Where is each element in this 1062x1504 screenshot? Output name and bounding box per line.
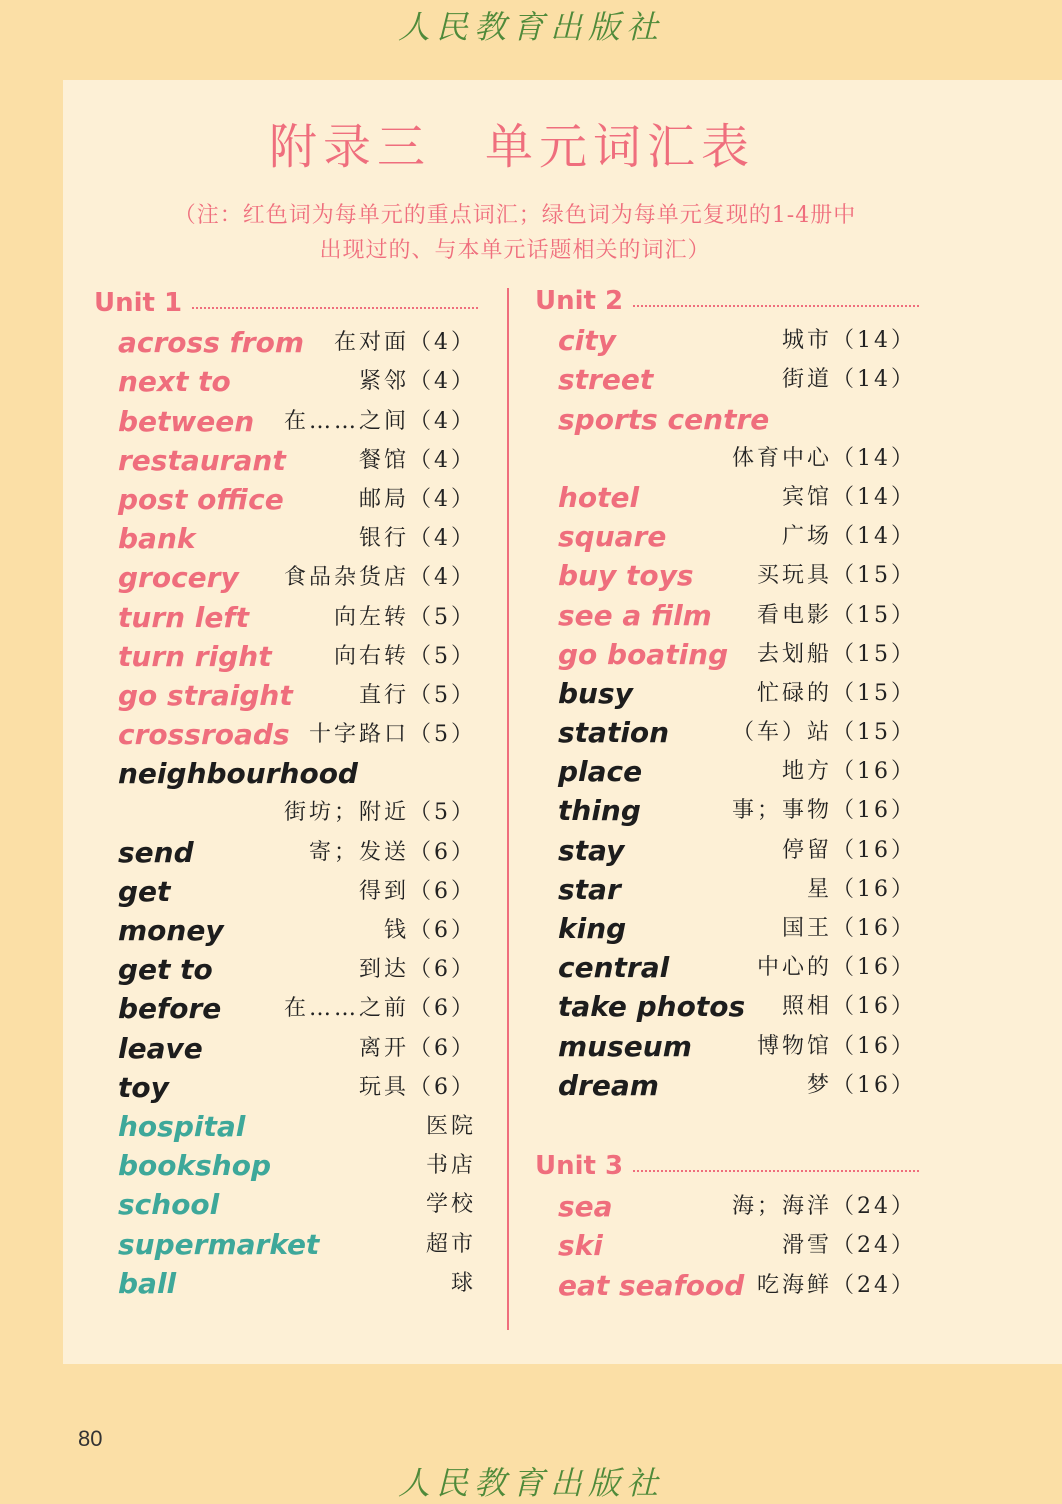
vocab-meaning: 邮局（4） <box>359 486 476 512</box>
vocab-word: see a film <box>558 598 712 632</box>
vocab-meaning: 星（16） <box>807 876 916 902</box>
unit-3-header <box>535 1147 919 1181</box>
vocab-word: leave <box>118 1031 203 1065</box>
vocab-entry <box>118 911 476 950</box>
vocab-entry <box>558 478 916 517</box>
vocab-meaning: 街坊；附近（5） <box>284 800 476 826</box>
vocab-word: star <box>558 872 621 906</box>
vocab-word: eat seafood <box>558 1268 745 1302</box>
vocab-entry <box>558 1026 916 1065</box>
vocab-entry <box>558 948 916 987</box>
vocab-word: sea <box>558 1190 613 1224</box>
vocab-word: hotel <box>558 480 640 514</box>
vocab-word: sports centre <box>558 402 770 436</box>
vocab-meaning: 学校 <box>425 1192 476 1218</box>
vocab-word: street <box>558 363 654 397</box>
vocab-word: square <box>558 520 667 554</box>
vocab-entry <box>558 713 916 752</box>
vocab-word: city <box>558 324 616 358</box>
unit-3-word-list <box>558 1187 916 1305</box>
unit-1-header <box>94 284 478 318</box>
vocab-word: go straight <box>118 678 293 712</box>
vocab-entry <box>118 480 476 519</box>
unit-3-dotted-rule <box>633 1170 919 1172</box>
vocab-meaning: 向左转（5） <box>334 604 476 630</box>
publisher-logo-top: 人民教育出版社 <box>397 8 664 46</box>
unit-2-header <box>535 282 919 316</box>
vocab-entry <box>558 321 916 360</box>
unit-1-label: Unit 1 <box>94 288 183 318</box>
vocab-word: get <box>118 874 171 908</box>
vocab-meaning: 直行（5） <box>359 682 476 708</box>
vocab-word: buy toys <box>558 559 694 593</box>
vocab-entry <box>118 989 476 1028</box>
vocab-meaning: 国王（16） <box>782 916 916 941</box>
vocab-word: grocery <box>118 561 239 595</box>
vocab-entry <box>118 558 476 597</box>
vocab-word: dream <box>558 1068 659 1102</box>
vocab-entry <box>118 401 476 440</box>
vocab-word: thing <box>558 794 641 828</box>
vocab-meaning: 在……之前（6） <box>284 996 476 1022</box>
unit-2-dotted-rule <box>633 305 919 307</box>
vocab-entry <box>118 676 476 715</box>
vocab-meaning: 银行（4） <box>359 526 476 552</box>
vocab-entry <box>558 752 916 791</box>
vocab-word: before <box>118 992 222 1026</box>
vocab-meaning: 医院 <box>425 1113 476 1139</box>
page-number: 80 <box>78 1426 103 1451</box>
vocab-word: across from <box>118 326 305 360</box>
vocab-meaning: 忙碌的（15） <box>757 680 916 706</box>
vocab-word: station <box>558 716 670 750</box>
vocab-entry <box>118 950 476 989</box>
vocab-entry <box>118 754 476 793</box>
vocab-word: next to <box>118 365 231 399</box>
vocab-entry <box>558 439 916 478</box>
vocab-entry <box>558 1265 916 1304</box>
vocab-meaning: 十字路口（5） <box>309 722 476 748</box>
vocab-word: bank <box>118 522 196 556</box>
vocab-entry <box>558 791 916 830</box>
vocab-meaning: 在对面（4） <box>334 330 476 356</box>
vocab-word: central <box>558 951 670 985</box>
vocab-meaning: 买玩具（15） <box>757 563 916 589</box>
publisher-logo-bottom: 人民教育出版社 <box>397 1464 664 1502</box>
vocab-entry <box>558 595 916 634</box>
vocab-meaning: 到达（6） <box>359 957 476 983</box>
vocab-meaning: 玩具（6） <box>359 1074 476 1100</box>
vocab-entry <box>558 1066 916 1105</box>
vocab-entry <box>118 793 476 832</box>
vocab-entry <box>558 360 916 399</box>
vocab-word: king <box>558 912 627 945</box>
vocab-entry <box>118 872 476 911</box>
vocab-entry <box>118 362 476 401</box>
vocab-meaning: 得到（6） <box>359 878 476 904</box>
vocab-meaning: 超市 <box>425 1231 476 1257</box>
vocab-meaning: 体育中心（14） <box>732 445 916 471</box>
vocab-word: toy <box>118 1070 169 1104</box>
page-title: 附录三 单元词汇表 <box>268 119 755 175</box>
vocab-entry <box>558 635 916 674</box>
vocab-word: neighbourhood <box>118 757 358 791</box>
vocab-word: bookshop <box>118 1149 272 1183</box>
vocab-entry <box>118 1028 476 1067</box>
unit-2-label: Unit 2 <box>535 286 624 316</box>
vocab-meaning: 宾馆（14） <box>782 484 916 510</box>
vocab-entry <box>118 832 476 871</box>
unit-1-dotted-rule <box>192 307 478 309</box>
vocab-word: busy <box>558 676 633 710</box>
vocab-entry <box>118 637 476 676</box>
vocab-word: turn right <box>118 639 272 673</box>
unit-1-word-list <box>118 323 476 1303</box>
vocab-word: place <box>558 755 643 789</box>
vocab-entry <box>118 1107 476 1146</box>
vocab-entry <box>558 517 916 556</box>
vocab-meaning: 书店 <box>425 1153 476 1179</box>
vocab-meaning: 去划船（15） <box>757 641 916 667</box>
vocab-meaning: 食品杂货店（4） <box>284 565 476 591</box>
vocab-meaning: 中心的（16） <box>757 955 916 981</box>
vocab-word: restaurant <box>118 443 286 477</box>
vocab-meaning: 滑雪（24） <box>782 1233 916 1259</box>
vocab-meaning: 紧邻（4） <box>359 369 476 395</box>
vocab-entry <box>118 1068 476 1107</box>
vocab-word: ball <box>118 1266 177 1300</box>
vocab-word: hospital <box>118 1109 246 1143</box>
vocab-entry <box>558 1226 916 1265</box>
vocab-word: museum <box>558 1029 692 1063</box>
vocab-meaning: 吃海鲜（24） <box>757 1272 916 1298</box>
vocab-meaning: 地方（16） <box>782 759 916 785</box>
unit-2-word-list <box>558 321 916 1105</box>
vocab-word: get to <box>118 953 213 987</box>
note-line-2: 出现过的、与本单元话题相关的词汇） <box>319 238 711 263</box>
vocab-entry <box>558 674 916 713</box>
vocab-entry <box>558 870 916 909</box>
vocab-meaning: 街道（14） <box>782 367 916 393</box>
vocab-meaning: 钱（6） <box>384 918 476 943</box>
vocab-meaning: 海；海洋（24） <box>732 1194 916 1220</box>
vocab-entry <box>118 1264 476 1303</box>
vocab-entry <box>118 1146 476 1185</box>
vocab-word: crossroads <box>118 718 290 752</box>
vocab-word: go boating <box>558 637 729 671</box>
vocab-meaning: 离开（6） <box>359 1035 476 1061</box>
vocab-word: school <box>118 1188 220 1222</box>
vocab-meaning: 照相（16） <box>782 994 916 1020</box>
vocab-meaning: 梦（16） <box>807 1072 916 1098</box>
vocab-word: stay <box>558 833 625 867</box>
unit-3-label: Unit 3 <box>535 1151 624 1181</box>
column-divider <box>507 288 509 1330</box>
vocab-word: post office <box>118 482 284 516</box>
vocab-entry <box>118 519 476 558</box>
vocab-word: supermarket <box>118 1227 320 1261</box>
vocab-entry <box>118 597 476 636</box>
vocab-meaning: 博物馆（16） <box>757 1033 916 1059</box>
vocab-entry <box>118 1185 476 1224</box>
vocab-entry <box>558 830 916 869</box>
vocab-meaning: 事；事物（16） <box>732 798 916 824</box>
vocab-entry <box>558 909 916 948</box>
vocab-entry <box>558 556 916 595</box>
vocab-entry <box>558 1187 916 1226</box>
vocab-meaning: 广场（14） <box>782 524 916 550</box>
vocab-word: take photos <box>558 990 746 1024</box>
vocab-entry <box>118 715 476 754</box>
vocab-entry <box>558 987 916 1026</box>
vocab-word: send <box>118 835 194 869</box>
vocab-meaning: 在……之间（4） <box>284 408 476 434</box>
vocab-meaning: 城市（14） <box>782 328 916 354</box>
vocab-word: ski <box>558 1229 603 1263</box>
vocab-entry <box>118 323 476 362</box>
vocab-meaning: 寄；发送（6） <box>309 839 476 865</box>
vocab-entry <box>118 441 476 480</box>
vocab-entry <box>118 1224 476 1263</box>
vocab-meaning: 停留（16） <box>782 837 916 863</box>
vocab-meaning: （车）站（15） <box>732 720 916 746</box>
vocab-word: turn left <box>118 600 249 634</box>
vocab-word: between <box>118 404 255 438</box>
vocab-word: money <box>118 914 224 947</box>
vocab-meaning: 看电影（15） <box>757 602 916 628</box>
vocab-meaning: 球 <box>450 1270 476 1296</box>
note-line-1: （注：红色词为每单元的重点词汇；绿色词为每单元复现的1-4册中 <box>173 203 857 228</box>
vocab-meaning: 餐馆（4） <box>359 447 476 473</box>
vocab-entry <box>558 399 916 438</box>
vocab-meaning: 向右转（5） <box>334 643 476 669</box>
